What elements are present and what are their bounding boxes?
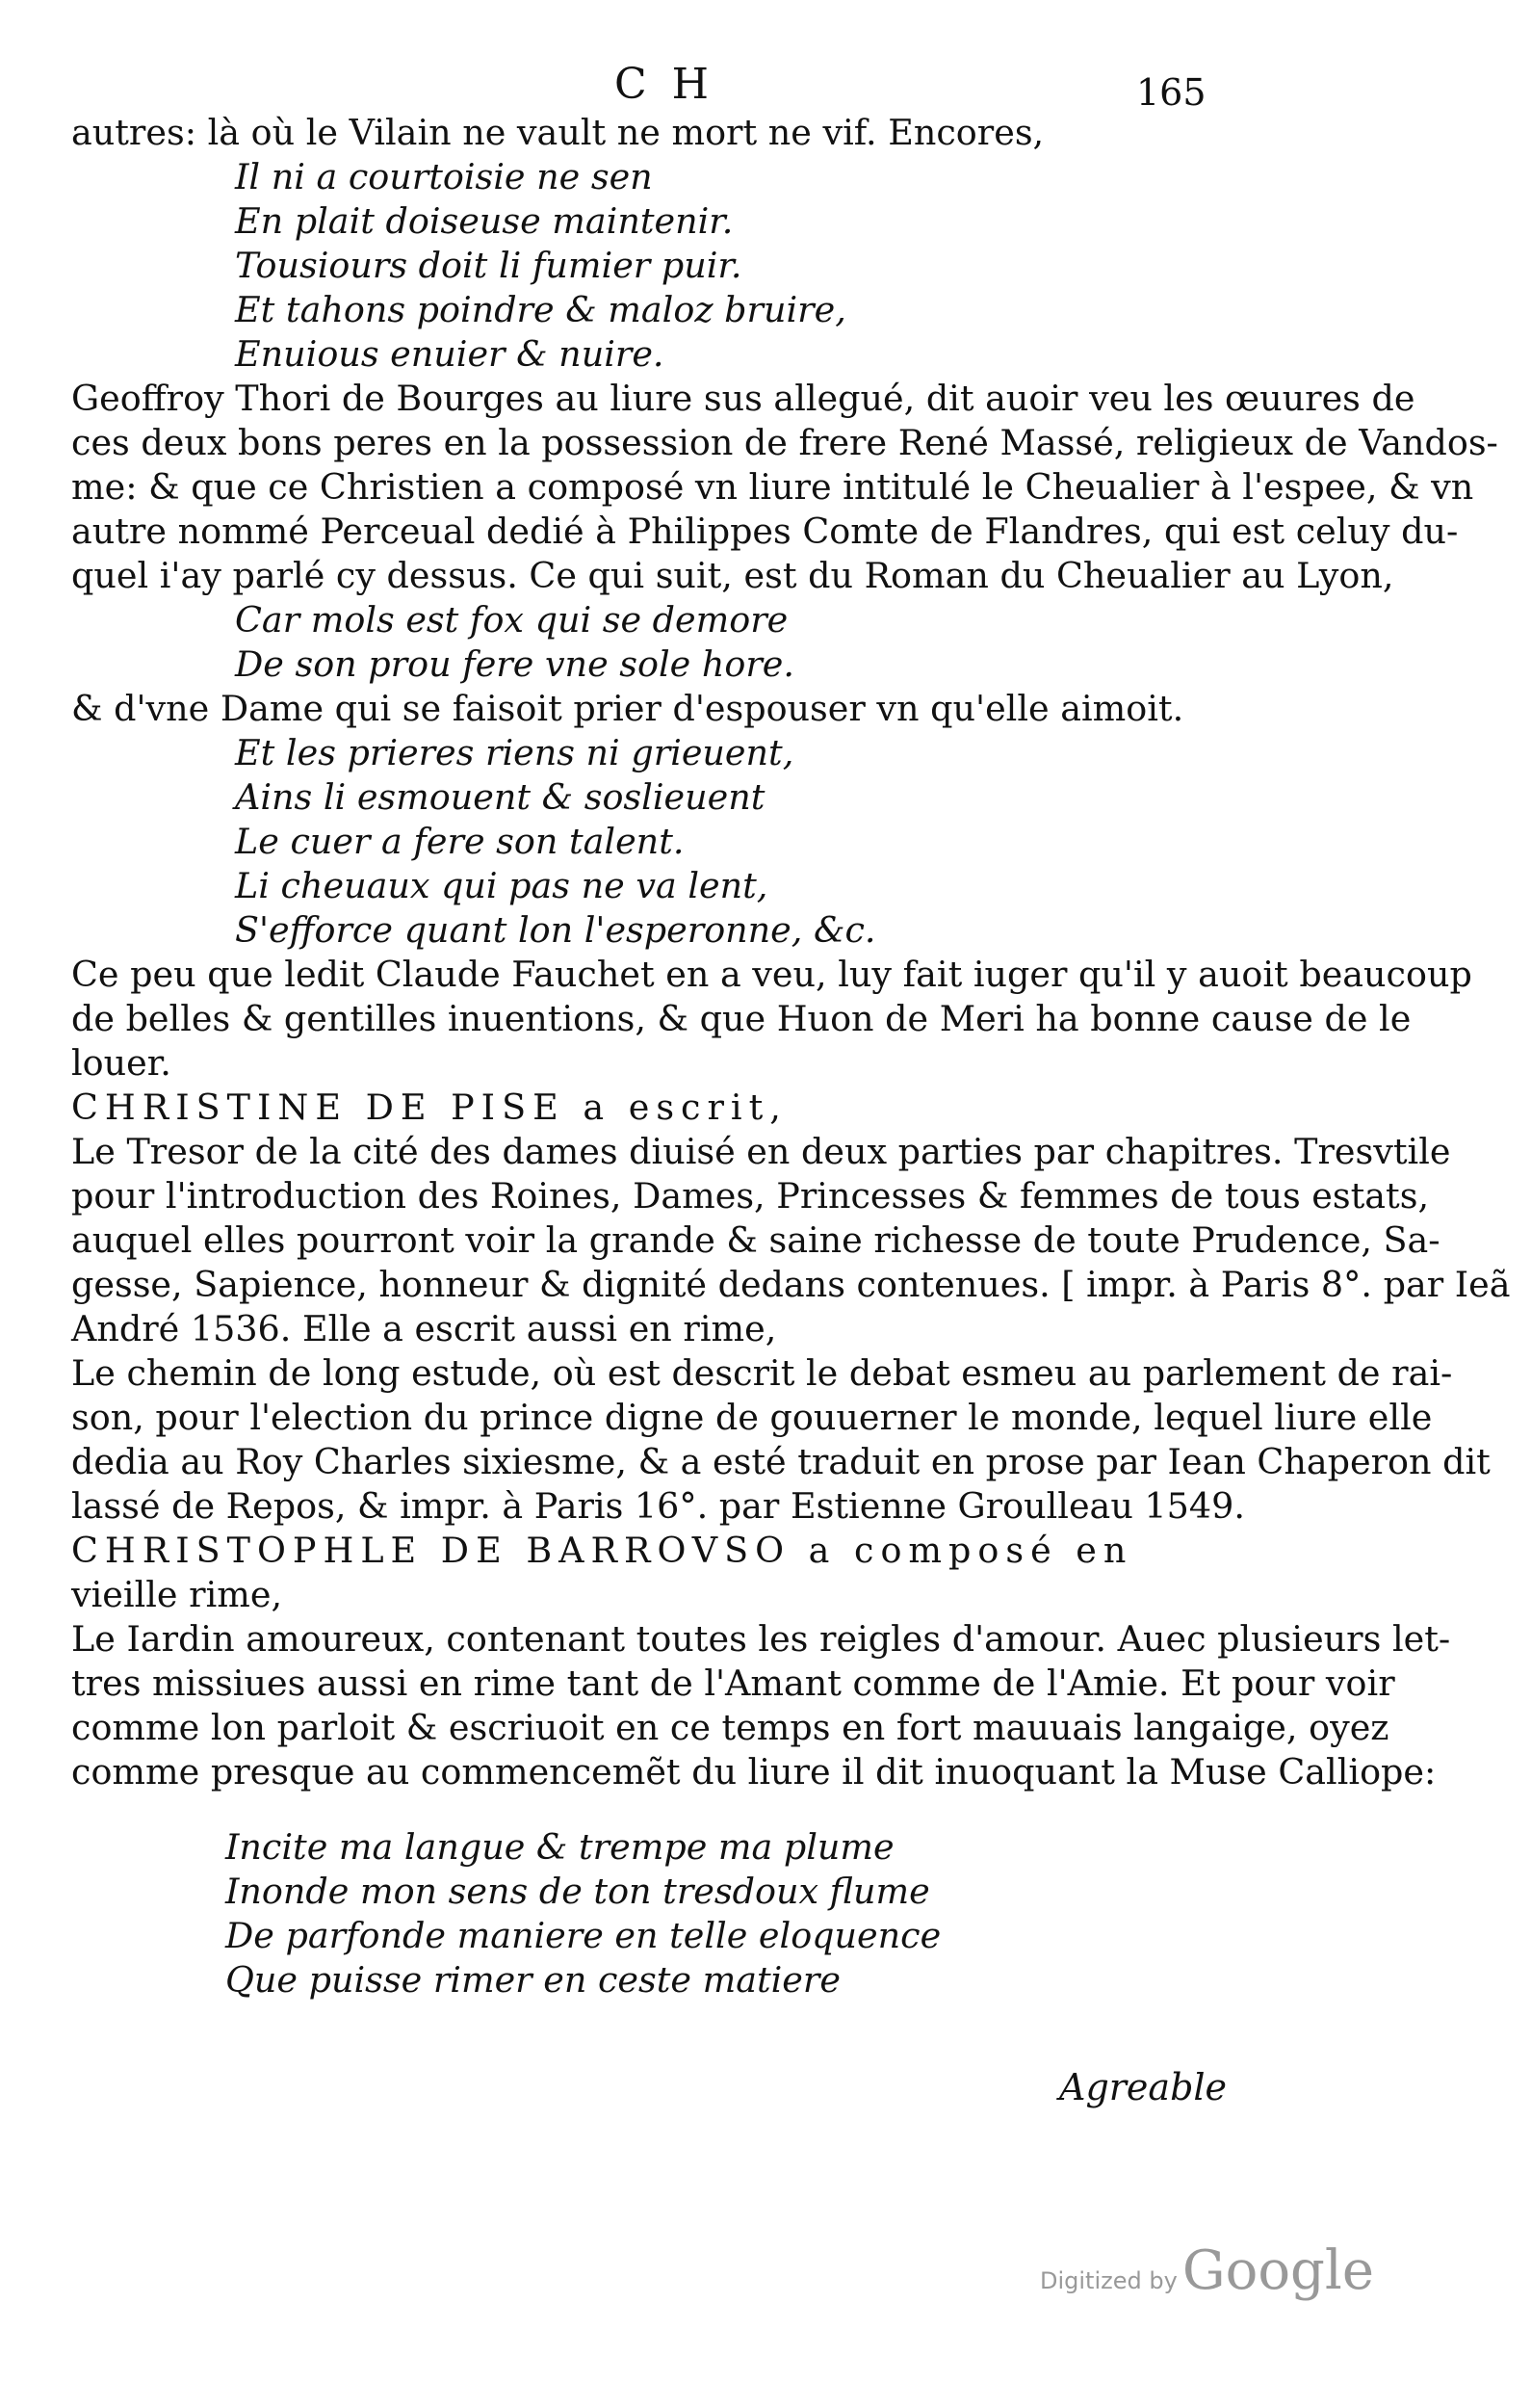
text-line: André 1536. Elle a escrit aussi en rime, — [71, 1308, 777, 1349]
page-body — [71, 111, 1511, 2002]
verse-line: Que puisse rimer en ceste matiere — [225, 1959, 841, 2001]
verse-line: Il ni a courtoisie ne sen — [235, 156, 653, 197]
text-line: Le Tresor de la cité des dames diuisé en deux parties par chapitres. Tresvtile — [71, 1131, 1451, 1172]
text-line: Le Iardin amoureux, contenant toutes les reigles d'amour. Auec plusieurs let- — [71, 1618, 1451, 1660]
text-line: me: & que ce Christien a composé vn liure intitulé le Cheualier à l'espee, & vn — [71, 466, 1474, 508]
text-line: tres missiues aussi en rime tant de l'Amant comme de l'Amie. Et pour voir — [71, 1662, 1395, 1704]
verse-line: Ains li esmouent & soslieuent — [235, 776, 766, 818]
text-line: pour l'introduction des Roines, Dames, Princesses & femmes de tous estats, — [71, 1175, 1430, 1217]
verse-line: S'efforce quant lon l'esperonne, &c. — [235, 909, 876, 951]
page-number: 165 — [1136, 71, 1207, 114]
running-head: C H — [613, 60, 715, 109]
verse-line: De parfonde maniere en telle eloquence — [225, 1915, 942, 1956]
verse-line: Et tahons poindre & maloz bruire, — [235, 289, 846, 330]
text-line: ces deux bons peres en la possession de frere René Massé, religieux de Vandos- — [71, 422, 1498, 463]
author-heading: CHRISTOPHLE DE BARROVSO a composé en — [71, 1530, 1133, 1571]
verse-line: Tousiours doit li fumier puir. — [235, 245, 742, 286]
author-heading: CHRISTINE DE PISE a escrit, — [71, 1086, 788, 1128]
text-line: vieille rime, — [71, 1574, 283, 1615]
text-line: louer. — [71, 1042, 171, 1084]
verse-line: De son prou fere vne sole hore. — [235, 643, 794, 685]
text-line: Le chemin de long estude, où est descrit le debat esmeu au parlement de rai- — [71, 1352, 1453, 1394]
verse-line: Le cuer a fere son talent. — [235, 821, 685, 862]
catchword: Agreable — [1059, 2066, 1228, 2108]
digitized-watermark — [1040, 2239, 1374, 2302]
text-line: de belles & gentilles inuentions, & que Huon de Meri ha bonne cause de le — [71, 998, 1412, 1039]
verse-line: Enuious enuier & nuire. — [235, 333, 664, 375]
text-line: auquel elles pourront voir la grande & saine richesse de toute Prudence, Sa- — [71, 1219, 1440, 1261]
verse-line: Li cheuaux qui pas ne va lent, — [235, 865, 768, 906]
text-line: dedia au Roy Charles sixiesme, & a esté traduit en prose par Iean Chaperon dit — [71, 1441, 1491, 1482]
verse-line: Car mols est fox qui se demore — [235, 599, 789, 641]
text-line: autres: là où le Vilain ne vault ne mort ne vif. Encores, — [71, 112, 1045, 153]
text-line: quel i'ay parlé cy dessus. Ce qui suit, est du Roman du Cheualier au Lyon, — [71, 555, 1394, 596]
page-header — [0, 60, 1531, 118]
text-line: gesse, Sapience, honneur & dignité dedans contenues. [ impr. à Paris 8°. par Ieã — [71, 1264, 1511, 1305]
text-line: lassé de Repos, & impr. à Paris 16°. par Estienne Groulleau 1549. — [71, 1485, 1245, 1527]
text-line: son, pour l'election du prince digne de gouuerner le monde, lequel liure elle — [71, 1397, 1433, 1438]
text-line: & d'vne Dame qui se faisoit prier d'espouser vn qu'elle aimoit. — [71, 688, 1184, 729]
verse-line: Et les prieres riens ni grieuent, — [235, 732, 794, 773]
verse-line: Inonde mon sens de ton tresdoux flume — [225, 1871, 930, 1912]
verse-line: Incite ma langue & trempe ma plume — [225, 1826, 895, 1868]
text-line: Ce peu que ledit Claude Fauchet en a veu, luy fait iuger qu'il y auoit beaucoup — [71, 954, 1472, 995]
verse-line: En plait doiseuse maintenir. — [235, 200, 734, 242]
watermark-by: Digitized by — [1040, 2267, 1178, 2294]
google-logo: Google — [1181, 2239, 1374, 2302]
text-line: comme presque au commencemẽt du liure il dit inuoquant la Muse Calliope: — [71, 1751, 1437, 1793]
text-line: Geoffroy Thori de Bourges au liure sus allegué, dit auoir veu les œuures de — [71, 378, 1415, 419]
text-line: comme lon parloit & escriuoit en ce temps en fort mauuais langaige, oyez — [71, 1707, 1389, 1748]
text-line: autre nommé Perceual dedié à Philippes Comte de Flandres, qui est celuy du- — [71, 510, 1459, 552]
stanza-gap — [71, 1794, 1227, 1825]
